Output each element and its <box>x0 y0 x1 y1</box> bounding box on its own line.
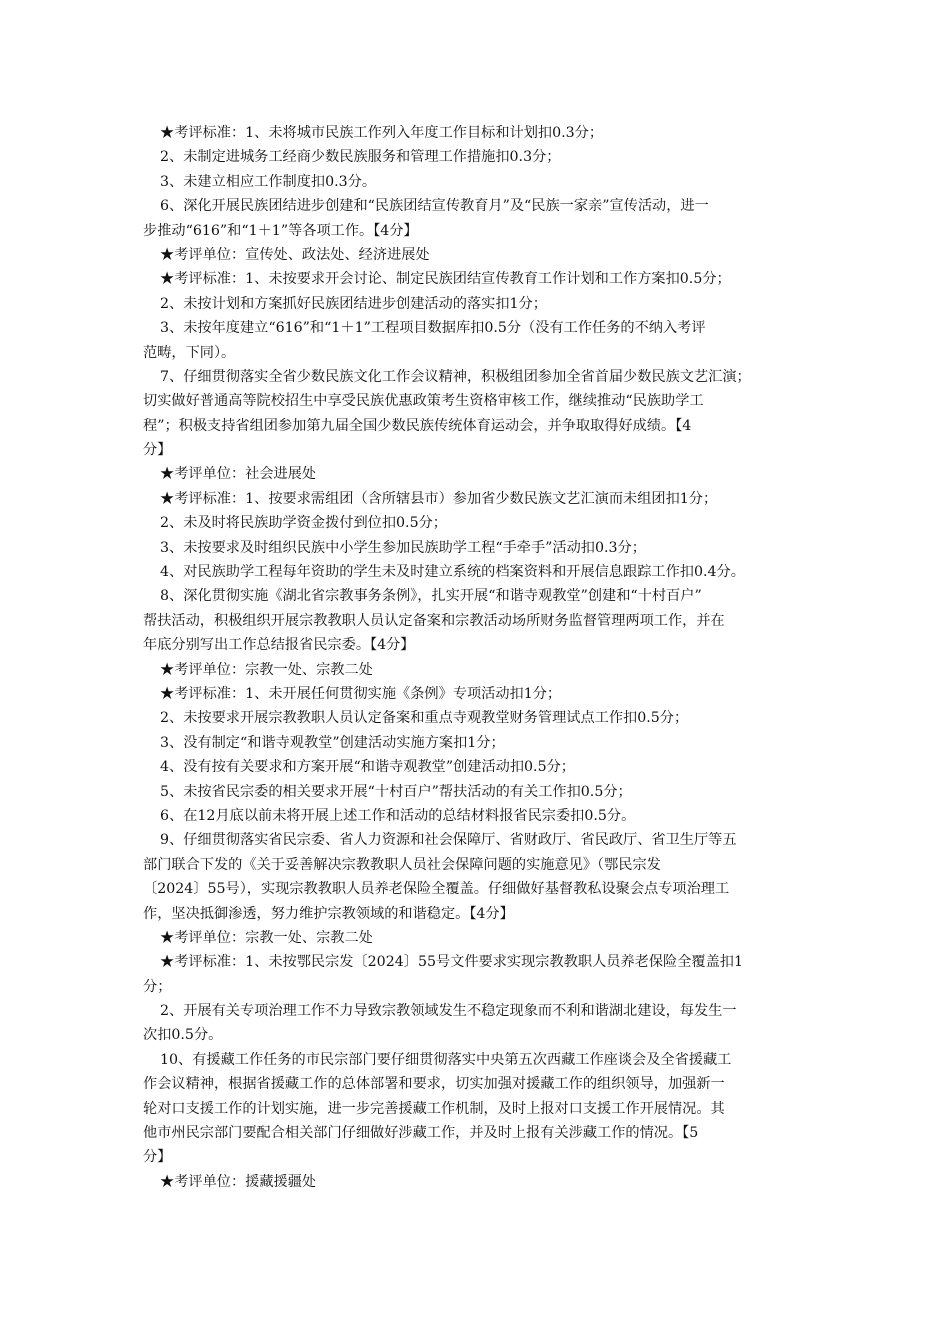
text-line: 4、对民族助学工程每年资助的学生未及时建立系统的档案资料和开展信息跟踪工作扣0.4分。 <box>160 564 745 581</box>
text-line: 2、开展有关专项治理工作不力导致宗教领域发生不稳定现象而不利和谐湖北建设，每发生一 <box>160 1003 737 1020</box>
text-line: 次扣0.5分。 <box>143 1027 223 1044</box>
text-line: 分； <box>143 978 172 995</box>
text-line: 2、未按要求开展宗教教职人员认定备案和重点寺观教堂财务管理试点工作扣0.5分； <box>160 710 689 727</box>
text-line: 部门联合下发的《关于妥善解决宗教教职人员社会保障问题的实施意见》（鄂民宗发 <box>143 856 661 873</box>
text-line: 7、仔细贯彻落实全省少数民族文化工作会议精神，积极组团参加全省首届少数民族文艺汇演； <box>160 368 751 385</box>
text-line: 2、未按计划和方案抓好民族团结进步创建活动的落实扣1分； <box>160 295 547 312</box>
text-line: 3、未建立相应工作制度扣0.3分。 <box>160 173 377 190</box>
text-line: ★考评标准：1、未按鄂民宗发〔2024〕55号文件要求实现宗教教职人员养老保险全覆盖扣1 <box>160 954 743 971</box>
text-line: 他市州民宗部门要配合相关部门仔细做好涉藏工作，并及时上报有关涉藏工作的情况。【5 <box>143 1125 699 1142</box>
text-line: 9、仔细贯彻落实省民宗委、省人力资源和社会保障厅、省财政厅、省民政厅、省卫生厅等五 <box>160 832 737 849</box>
text-line: ★考评标准：1、未开展任何贯彻实施《条例》专项活动扣1分； <box>160 685 562 702</box>
text-line: 8、深化贯彻实施《湖北省宗教事务条例》，扎实开展“和谐寺观教堂”创建和“十村百户” <box>160 588 702 605</box>
text-line: ★考评标准：1、未将城市民族工作列入年度工作目标和计划扣0.3分； <box>160 125 604 141</box>
text-line: 6、深化开展民族团结进步创建和“民族团结宣传教育月”及“民族一家亲”宣传活动，进一 <box>160 198 709 215</box>
text-line: 轮对口支援工作的计划实施，进一步完善援藏工作机制，及时上报对口支援工作开展情况。其 <box>143 1100 725 1117</box>
text-line: 2、未制定进城务工经商少数民族服务和管理工作措施扣0.3分； <box>160 149 561 166</box>
text-line: ★考评标准：1、未按要求开会讨论、制定民族团结宣传教育工作计划和工作方案扣0.5分； <box>160 271 731 288</box>
text-line: 4、没有按有关要求和方案开展“和谐寺观教堂”创建活动扣0.5分； <box>160 759 575 776</box>
text-line: ★考评标准：1、按要求需组团（含所辖县市）参加省少数民族文艺汇演而未组团扣1分； <box>160 490 718 507</box>
document-body <box>143 121 813 1194</box>
text-line: 2、未及时将民族助学资金拨付到位扣0.5分； <box>160 515 447 532</box>
text-line: 分】 <box>143 442 172 459</box>
text-line: 步推动“616”和“1＋1”等各项工作。【4分】 <box>143 222 418 239</box>
text-line: 5、未按省民宗委的相关要求开展“十村百户”帮扶活动的有关工作扣0.5分； <box>160 783 632 800</box>
text-line: 作会议精神，根据省援藏工作的总体部署和要求，切实加强对援藏工作的组织领导，加强新一 <box>143 1076 725 1093</box>
text-line: 3、未按要求及时组织民族中小学生参加民族助学工程“手牵手”活动扣0.3分； <box>160 539 646 556</box>
text-line: ★考评单位：宣传处、政法处、经济进展处 <box>160 246 430 263</box>
text-line: 3、未按年度建立“616”和“1＋1”工程项目数据库扣0.5分（没有工作任务的不纳入考评 <box>160 320 706 337</box>
text-line: 作，坚决抵御渗透，努力维护宗教领域的和谐稳定。【4分】 <box>143 905 514 922</box>
text-line: 〔2024〕55号），实现宗教教职人员养老保险全覆盖。仔细做好基督教私设聚会点专项治理工 <box>143 881 730 898</box>
text-line: 6、在12月底以前未将开展上述工作和活动的总结材料报省民宗委扣0.5分。 <box>160 807 636 824</box>
text-line: 切实做好普通高等院校招生中享受民族优惠政策考生资格审核工作，继续推动“民族助学工 <box>143 393 704 410</box>
text-line: 程”；积极支持省组团参加第九届全国少数民族传统体育运动会，并争取取得好成绩。【4 <box>143 417 692 434</box>
text-line: ★考评单位：宗教一处、宗教二处 <box>160 929 373 946</box>
text-line: 分】 <box>143 1149 172 1166</box>
text-line: 范畴，下同）。 <box>143 344 236 361</box>
text-line: 帮扶活动，积极组织开展宗教教职人员认定备案和宗教活动场所财务监督管理两项工作，并在 <box>143 612 725 629</box>
text-line: ★考评单位：宗教一处、宗教二处 <box>160 661 373 678</box>
text-line: 年底分别写出工作总结报省民宗委。【4分】 <box>143 637 415 654</box>
text-line: ★考评单位：援藏援疆处 <box>160 1173 317 1190</box>
text-line: 3、没有制定“和谐寺观教堂”创建活动实施方案扣1分； <box>160 734 505 751</box>
text-line: ★考评单位：社会进展处 <box>160 466 317 483</box>
text-line: 10、有援藏工作任务的市民宗部门要仔细贯彻落实中央第五次西藏工作座谈会及全省援藏工 <box>160 1051 732 1068</box>
